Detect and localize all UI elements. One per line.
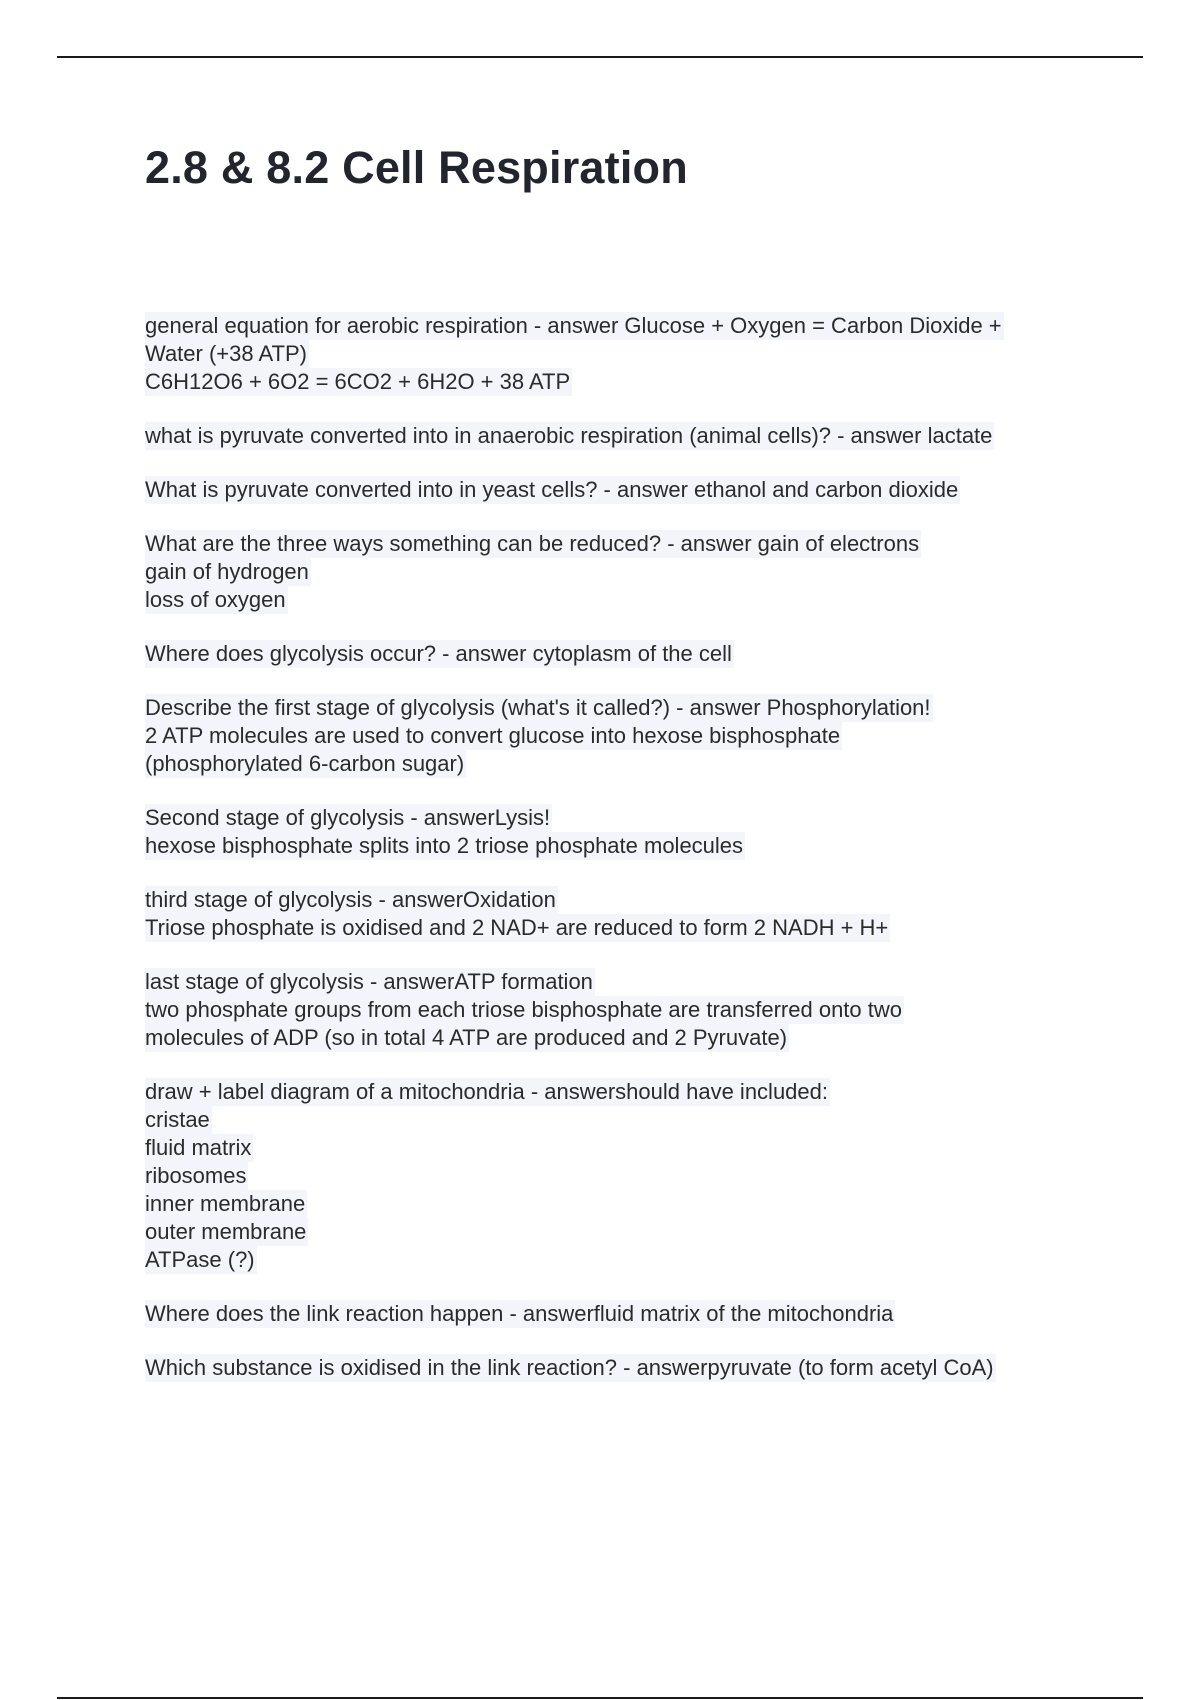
flashcard-answer-line: fluid matrix <box>145 1135 252 1160</box>
flashcard-item <box>145 530 1095 614</box>
flashcard-answer-line: gain of hydrogen <box>145 559 309 584</box>
top-rule <box>57 56 1143 58</box>
flashcard-question-line: Describe the first stage of glycolysis (what's it called?) - answer Phosphorylation! <box>145 695 931 720</box>
flashcard-item <box>145 1078 1095 1274</box>
flashcard-item <box>145 312 1095 396</box>
flashcard-answer-line: cristae <box>145 1107 210 1132</box>
flashcard-answer-line: loss of oxygen <box>145 587 286 612</box>
flashcard-question-line: Which substance is oxidised in the link reaction? - answerpyruvate (to form acetyl CoA) <box>145 1355 994 1380</box>
flashcard-answer-line: ribosomes <box>145 1163 247 1188</box>
flashcard-question-line: What are the three ways something can be reduced? - answer gain of electrons <box>145 531 920 556</box>
flashcard-answer-line: Water (+38 ATP) <box>145 341 307 366</box>
flashcard-answer-line: Triose phosphate is oxidised and 2 NAD+ are reduced to form 2 NADH + H+ <box>145 915 889 940</box>
flashcard-question-line: Where does the link reaction happen - answerfluid matrix of the mitochondria <box>145 1301 894 1326</box>
bottom-rule <box>57 1697 1143 1699</box>
flashcard-question-line: general equation for aerobic respiration - answer Glucose + Oxygen = Carbon Dioxide + <box>145 313 1002 338</box>
flashcard-item <box>145 476 1095 504</box>
flashcard-answer-line: inner membrane <box>145 1191 306 1216</box>
flashcard-answer-line: molecules of ADP (so in total 4 ATP are produced and 2 Pyruvate) <box>145 1025 788 1050</box>
flashcard-item <box>145 694 1095 778</box>
flashcard-answer-line: 2 ATP molecules are used to convert glucose into hexose bisphosphate <box>145 723 841 748</box>
flashcard-answer-line: two phosphate groups from each triose bisphosphate are transferred onto two <box>145 997 903 1022</box>
flashcard-answer-line: C6H12O6 + 6O2 = 6CO2 + 6H2O + 38 ATP <box>145 369 571 394</box>
flashcard-item <box>145 1300 1095 1328</box>
flashcard-question-line: third stage of glycolysis - answerOxidation <box>145 887 556 912</box>
flashcard-question-line: Second stage of glycolysis - answerLysis! <box>145 805 551 830</box>
flashcard-question-line: last stage of glycolysis - answerATP formation <box>145 969 593 994</box>
flashcard-item <box>145 422 1095 450</box>
flashcard-item <box>145 640 1095 668</box>
flashcard-list <box>145 312 1095 1408</box>
flashcard-item <box>145 1354 1095 1382</box>
flashcard-item <box>145 968 1095 1052</box>
flashcard-question-line: draw + label diagram of a mitochondria - answershould have included: <box>145 1079 828 1104</box>
flashcard-item <box>145 886 1095 942</box>
flashcard-answer-line: outer membrane <box>145 1219 307 1244</box>
flashcard-answer-line: hexose bisphosphate splits into 2 triose phosphate molecules <box>145 833 744 858</box>
flashcard-question-line: what is pyruvate converted into in anaerobic respiration (animal cells)? - answer lactate <box>145 423 993 448</box>
flashcard-answer-line: (phosphorylated 6-carbon sugar) <box>145 751 465 776</box>
flashcard-item <box>145 804 1095 860</box>
page-title: 2.8 & 8.2 Cell Respiration <box>145 142 688 193</box>
flashcard-answer-line: ATPase (?) <box>145 1247 255 1272</box>
flashcard-question-line: What is pyruvate converted into in yeast cells? - answer ethanol and carbon dioxide <box>145 477 959 502</box>
flashcard-question-line: Where does glycolysis occur? - answer cytoplasm of the cell <box>145 641 732 666</box>
